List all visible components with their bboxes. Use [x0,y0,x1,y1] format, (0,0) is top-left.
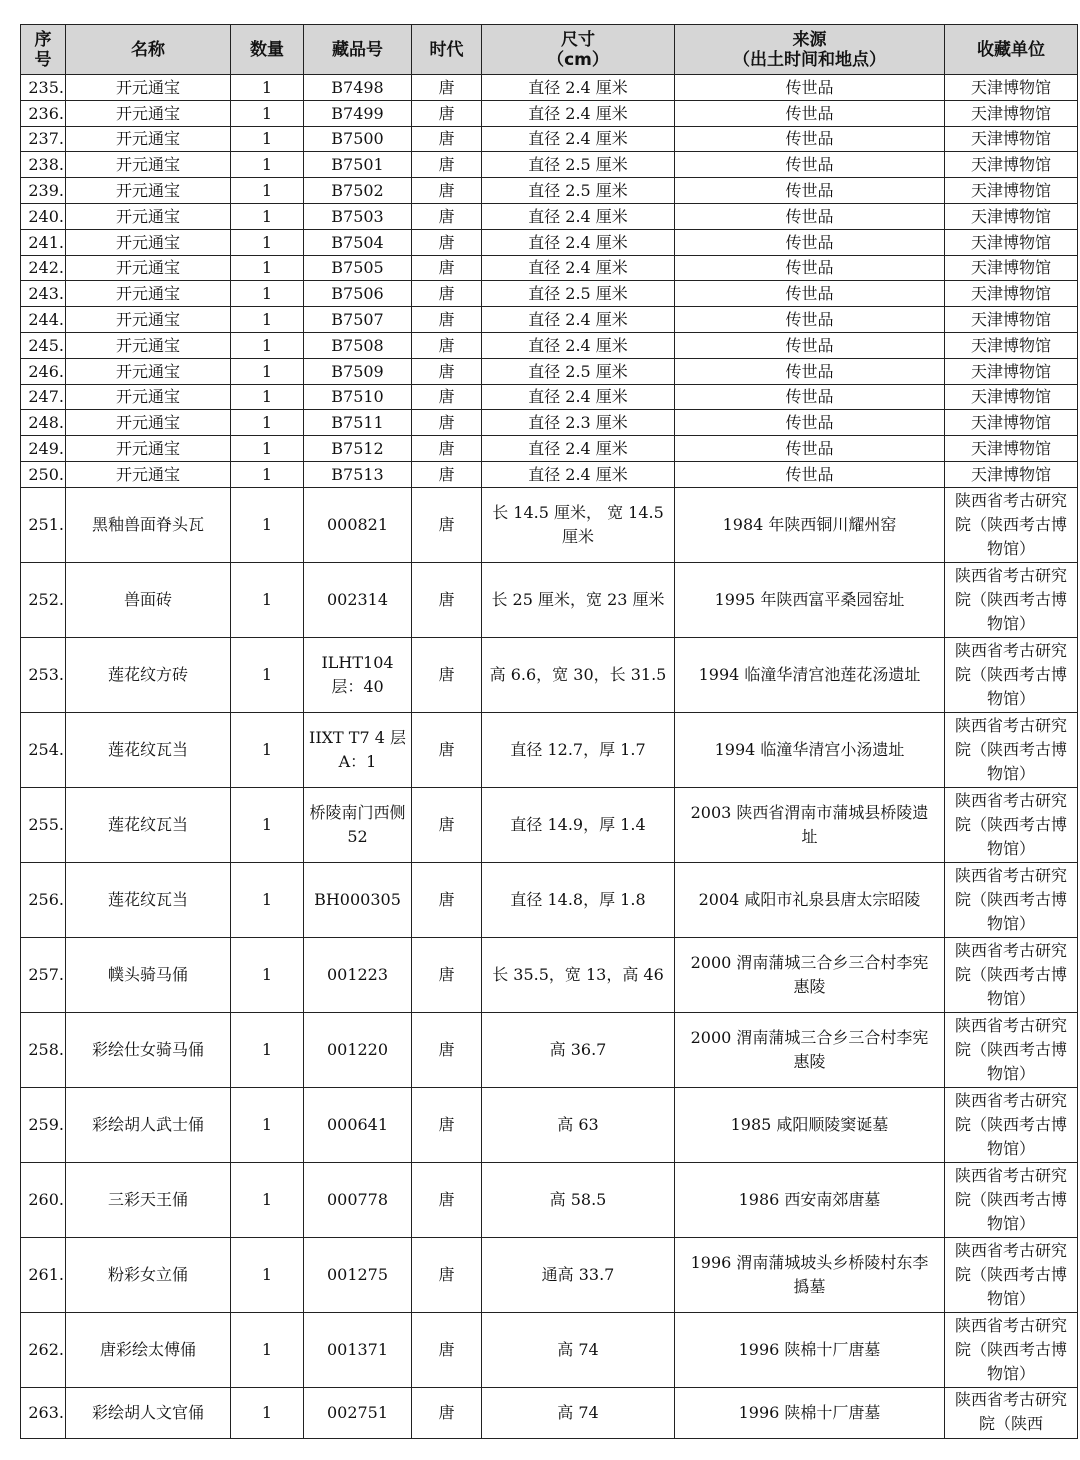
row-period: 唐 [412,937,482,1012]
row-name: 彩绘胡人文官俑 [66,1387,231,1438]
row-source: 1985 咸阳顺陵窦诞墓 [675,1087,945,1162]
row-name: 莲花纹瓦当 [66,862,231,937]
row-source: 传世品 [675,436,945,462]
table-row [21,255,1078,281]
row-period: 唐 [412,358,482,384]
row-catalog-number: B7502 [304,178,412,204]
row-institution: 天津博物馆 [945,281,1078,307]
row-quantity: 1 [231,307,304,333]
row-seq: 243. [21,281,66,307]
row-seq: 258. [21,1012,66,1087]
row-period: 唐 [412,229,482,255]
row-seq: 259. [21,1087,66,1162]
row-seq: 241. [21,229,66,255]
row-seq: 236. [21,100,66,126]
collection-table-container [20,24,1077,1439]
row-period: 唐 [412,1237,482,1312]
row-source: 1996 陕棉十厂唐墓 [675,1312,945,1387]
table-row [21,307,1078,333]
row-period: 唐 [412,332,482,358]
row-size: 直径 2.4 厘米 [482,307,675,333]
row-catalog-number: B7513 [304,461,412,487]
row-size: 直径 2.5 厘米 [482,358,675,384]
row-institution: 天津博物馆 [945,436,1078,462]
table-row [21,937,1078,1012]
header-size: 尺寸 （cm） [482,25,675,75]
row-catalog-number: 000641 [304,1087,412,1162]
row-name: 莲花纹瓦当 [66,787,231,862]
row-quantity: 1 [231,152,304,178]
row-institution: 天津博物馆 [945,152,1078,178]
row-name: 开元通宝 [66,152,231,178]
table-row [21,384,1078,410]
row-quantity: 1 [231,1237,304,1312]
row-period: 唐 [412,255,482,281]
row-institution: 陕西省考古研究院（陕西考古博物馆） [945,712,1078,787]
row-size: 直径 2.4 厘米 [482,75,675,101]
table-row [21,1162,1078,1237]
row-seq: 254. [21,712,66,787]
row-seq: 255. [21,787,66,862]
table-row [21,487,1078,562]
row-catalog-number: B7511 [304,410,412,436]
row-seq: 237. [21,126,66,152]
row-source: 2000 渭南蒲城三合乡三合村李宪惠陵 [675,937,945,1012]
table-body [21,75,1078,1439]
row-size: 直径 12.7，厚 1.7 [482,712,675,787]
row-size: 高 74 [482,1312,675,1387]
row-institution: 陕西省考古研究院（陕西考古博物馆） [945,637,1078,712]
row-catalog-number: 001223 [304,937,412,1012]
row-size: 高 63 [482,1087,675,1162]
header-period: 时代 [412,25,482,75]
row-size: 直径 2.4 厘米 [482,255,675,281]
row-source: 1996 陕棉十厂唐墓 [675,1387,945,1438]
row-institution: 陕西省考古研究院（陕西考古博物馆） [945,562,1078,637]
row-size: 高 6.6，宽 30，长 31.5 [482,637,675,712]
row-quantity: 1 [231,436,304,462]
row-period: 唐 [412,100,482,126]
row-period: 唐 [412,152,482,178]
row-quantity: 1 [231,281,304,307]
row-institution: 陕西省考古研究院（陕西考古博物馆） [945,1312,1078,1387]
row-institution: 陕西省考古研究院（陕西考古博物馆） [945,1237,1078,1312]
row-catalog-number: B7499 [304,100,412,126]
row-size: 直径 14.8，厚 1.8 [482,862,675,937]
row-name: 开元通宝 [66,100,231,126]
row-seq: 260. [21,1162,66,1237]
row-name: 开元通宝 [66,384,231,410]
row-source: 传世品 [675,75,945,101]
row-seq: 238. [21,152,66,178]
row-period: 唐 [412,281,482,307]
row-seq: 240. [21,203,66,229]
row-quantity: 1 [231,937,304,1012]
row-quantity: 1 [231,1312,304,1387]
row-name: 粉彩女立俑 [66,1237,231,1312]
row-institution: 天津博物馆 [945,255,1078,281]
row-source: 传世品 [675,358,945,384]
row-catalog-number: 000778 [304,1162,412,1237]
table-row [21,358,1078,384]
row-period: 唐 [412,487,482,562]
row-catalog-number: BH000305 [304,862,412,937]
row-quantity: 1 [231,75,304,101]
row-name: 莲花纹瓦当 [66,712,231,787]
row-seq: 262. [21,1312,66,1387]
row-name: 开元通宝 [66,75,231,101]
row-source: 1994 临潼华清宫池莲花汤遗址 [675,637,945,712]
row-period: 唐 [412,562,482,637]
row-name: 开元通宝 [66,203,231,229]
row-quantity: 1 [231,410,304,436]
row-institution: 陕西省考古研究院（陕西考古博物馆） [945,1162,1078,1237]
table-row [21,562,1078,637]
row-catalog-number: B7509 [304,358,412,384]
row-institution: 陕西省考古研究院（陕西考古博物馆） [945,1087,1078,1162]
row-quantity: 1 [231,637,304,712]
row-catalog-number: B7512 [304,436,412,462]
table-row [21,178,1078,204]
row-size: 直径 2.4 厘米 [482,229,675,255]
row-size: 通高 33.7 [482,1237,675,1312]
row-name: 唐彩绘太傅俑 [66,1312,231,1387]
row-name: 开元通宝 [66,178,231,204]
row-size: 直径 2.4 厘米 [482,203,675,229]
row-quantity: 1 [231,1012,304,1087]
row-name: 开元通宝 [66,229,231,255]
row-size: 长 35.5，宽 13，高 46 [482,937,675,1012]
row-size: 高 36.7 [482,1012,675,1087]
row-period: 唐 [412,787,482,862]
row-seq: 239. [21,178,66,204]
row-size: 直径 2.3 厘米 [482,410,675,436]
collection-table [20,24,1078,1439]
row-source: 2003 陕西省渭南市蒲城县桥陵遗址 [675,787,945,862]
row-quantity: 1 [231,461,304,487]
row-name: 彩绘仕女骑马俑 [66,1012,231,1087]
table-row [21,203,1078,229]
row-source: 传世品 [675,203,945,229]
row-size: 高 74 [482,1387,675,1438]
row-size: 直径 2.5 厘米 [482,152,675,178]
row-catalog-number: 000821 [304,487,412,562]
row-seq: 249. [21,436,66,462]
row-catalog-number: 001371 [304,1312,412,1387]
row-name: 开元通宝 [66,281,231,307]
row-period: 唐 [412,436,482,462]
row-quantity: 1 [231,1387,304,1438]
row-institution: 陕西省考古研究院（陕西考古博物馆） [945,937,1078,1012]
table-row [21,1087,1078,1162]
row-catalog-number: B7500 [304,126,412,152]
row-catalog-number: IIXT T7 4 层 A：1 [304,712,412,787]
header-row [21,25,1078,75]
row-period: 唐 [412,1087,482,1162]
row-quantity: 1 [231,384,304,410]
row-catalog-number: 002314 [304,562,412,637]
row-catalog-number: 001220 [304,1012,412,1087]
row-name: 彩绘胡人武士俑 [66,1087,231,1162]
row-institution: 天津博物馆 [945,384,1078,410]
row-quantity: 1 [231,712,304,787]
row-name: 黑釉兽面脊头瓦 [66,487,231,562]
header-seq: 序 号 [21,25,66,75]
row-source: 传世品 [675,307,945,333]
row-period: 唐 [412,75,482,101]
table-row [21,787,1078,862]
row-seq: 253. [21,637,66,712]
row-institution: 天津博物馆 [945,203,1078,229]
row-seq: 245. [21,332,66,358]
row-source: 2004 咸阳市礼泉县唐太宗昭陵 [675,862,945,937]
row-source: 传世品 [675,332,945,358]
row-institution: 天津博物馆 [945,100,1078,126]
row-source: 传世品 [675,255,945,281]
row-source: 传世品 [675,229,945,255]
row-quantity: 1 [231,487,304,562]
row-institution: 天津博物馆 [945,126,1078,152]
row-quantity: 1 [231,1087,304,1162]
row-quantity: 1 [231,787,304,862]
row-name: 开元通宝 [66,126,231,152]
row-source: 传世品 [675,152,945,178]
row-seq: 250. [21,461,66,487]
row-size: 直径 2.4 厘米 [482,436,675,462]
row-size: 直径 2.5 厘米 [482,178,675,204]
row-source: 传世品 [675,126,945,152]
table-row [21,1312,1078,1387]
row-institution: 天津博物馆 [945,410,1078,436]
row-size: 长 14.5 厘米， 宽 14.5 厘米 [482,487,675,562]
row-institution: 陕西省考古研究院（陕西考古博物馆） [945,1012,1078,1087]
row-quantity: 1 [231,862,304,937]
row-catalog-number: B7501 [304,152,412,178]
row-name: 幞头骑马俑 [66,937,231,1012]
row-size: 长 25 厘米，宽 23 厘米 [482,562,675,637]
row-size: 高 58.5 [482,1162,675,1237]
row-size: 直径 2.4 厘米 [482,461,675,487]
row-size: 直径 14.9，厚 1.4 [482,787,675,862]
row-period: 唐 [412,712,482,787]
row-period: 唐 [412,1387,482,1438]
row-quantity: 1 [231,358,304,384]
row-name: 三彩天王俑 [66,1162,231,1237]
row-source: 传世品 [675,384,945,410]
table-row [21,75,1078,101]
row-quantity: 1 [231,178,304,204]
row-name: 莲花纹方砖 [66,637,231,712]
row-catalog-number: B7508 [304,332,412,358]
row-catalog-number: B7504 [304,229,412,255]
row-name: 开元通宝 [66,332,231,358]
row-name: 开元通宝 [66,461,231,487]
row-size: 直径 2.4 厘米 [482,100,675,126]
row-institution: 天津博物馆 [945,332,1078,358]
row-size: 直径 2.4 厘米 [482,332,675,358]
row-seq: 252. [21,562,66,637]
table-row [21,281,1078,307]
row-seq: 246. [21,358,66,384]
header-institution: 收藏单位 [945,25,1078,75]
row-institution: 陕西省考古研究院（陕西考古博物馆） [945,487,1078,562]
table-row [21,1012,1078,1087]
row-period: 唐 [412,178,482,204]
row-period: 唐 [412,203,482,229]
table-row [21,1387,1078,1438]
row-catalog-number: B7503 [304,203,412,229]
row-seq: 263. [21,1387,66,1438]
row-period: 唐 [412,1162,482,1237]
table-row [21,152,1078,178]
row-catalog-number: ILHT104 层：40 [304,637,412,712]
row-quantity: 1 [231,255,304,281]
row-period: 唐 [412,461,482,487]
row-quantity: 1 [231,562,304,637]
table-row [21,229,1078,255]
row-source: 2000 渭南蒲城三合乡三合村李宪惠陵 [675,1012,945,1087]
row-name: 开元通宝 [66,410,231,436]
row-seq: 251. [21,487,66,562]
header-quantity: 数量 [231,25,304,75]
row-name: 开元通宝 [66,255,231,281]
row-quantity: 1 [231,229,304,255]
row-source: 传世品 [675,410,945,436]
row-seq: 244. [21,307,66,333]
row-seq: 248. [21,410,66,436]
header-source: 来源 （出土时间和地点） [675,25,945,75]
table-row [21,461,1078,487]
row-name: 开元通宝 [66,307,231,333]
row-institution: 天津博物馆 [945,229,1078,255]
row-source: 1995 年陕西富平桑园窑址 [675,562,945,637]
row-source: 1986 西安南郊唐墓 [675,1162,945,1237]
row-name: 开元通宝 [66,436,231,462]
row-period: 唐 [412,1012,482,1087]
row-catalog-number: B7510 [304,384,412,410]
row-size: 直径 2.5 厘米 [482,281,675,307]
row-catalog-number: 桥陵南门西侧 52 [304,787,412,862]
row-seq: 257. [21,937,66,1012]
row-catalog-number: B7505 [304,255,412,281]
row-period: 唐 [412,862,482,937]
table-row [21,862,1078,937]
table-row [21,712,1078,787]
row-catalog-number: 001275 [304,1237,412,1312]
row-catalog-number: B7498 [304,75,412,101]
row-institution: 天津博物馆 [945,461,1078,487]
row-period: 唐 [412,126,482,152]
row-source: 传世品 [675,281,945,307]
table-row [21,1237,1078,1312]
row-period: 唐 [412,410,482,436]
row-period: 唐 [412,637,482,712]
row-period: 唐 [412,1312,482,1387]
row-catalog-number: B7507 [304,307,412,333]
row-source: 1994 临潼华清宫小汤遗址 [675,712,945,787]
row-source: 传世品 [675,178,945,204]
row-size: 直径 2.4 厘米 [482,384,675,410]
row-institution: 天津博物馆 [945,178,1078,204]
row-institution: 陕西省考古研究院（陕西 [945,1387,1078,1438]
table-row [21,410,1078,436]
header-catalog-number: 藏品号 [304,25,412,75]
table-row [21,100,1078,126]
row-catalog-number: B7506 [304,281,412,307]
row-quantity: 1 [231,126,304,152]
row-name: 开元通宝 [66,358,231,384]
table-row [21,436,1078,462]
table-row [21,637,1078,712]
row-source: 传世品 [675,100,945,126]
row-period: 唐 [412,307,482,333]
row-quantity: 1 [231,100,304,126]
row-name: 兽面砖 [66,562,231,637]
row-source: 1984 年陕西铜川耀州窑 [675,487,945,562]
row-seq: 247. [21,384,66,410]
row-source: 传世品 [675,461,945,487]
table-row [21,332,1078,358]
row-institution: 陕西省考古研究院（陕西考古博物馆） [945,787,1078,862]
row-seq: 235. [21,75,66,101]
row-period: 唐 [412,384,482,410]
row-quantity: 1 [231,1162,304,1237]
table-row [21,126,1078,152]
row-size: 直径 2.4 厘米 [482,126,675,152]
row-seq: 261. [21,1237,66,1312]
header-name: 名称 [66,25,231,75]
row-quantity: 1 [231,203,304,229]
row-seq: 256. [21,862,66,937]
row-seq: 242. [21,255,66,281]
row-catalog-number: 002751 [304,1387,412,1438]
row-source: 1996 渭南蒲城坡头乡桥陵村东李撝墓 [675,1237,945,1312]
row-institution: 陕西省考古研究院（陕西考古博物馆） [945,862,1078,937]
row-institution: 天津博物馆 [945,307,1078,333]
row-institution: 天津博物馆 [945,358,1078,384]
row-quantity: 1 [231,332,304,358]
row-institution: 天津博物馆 [945,75,1078,101]
